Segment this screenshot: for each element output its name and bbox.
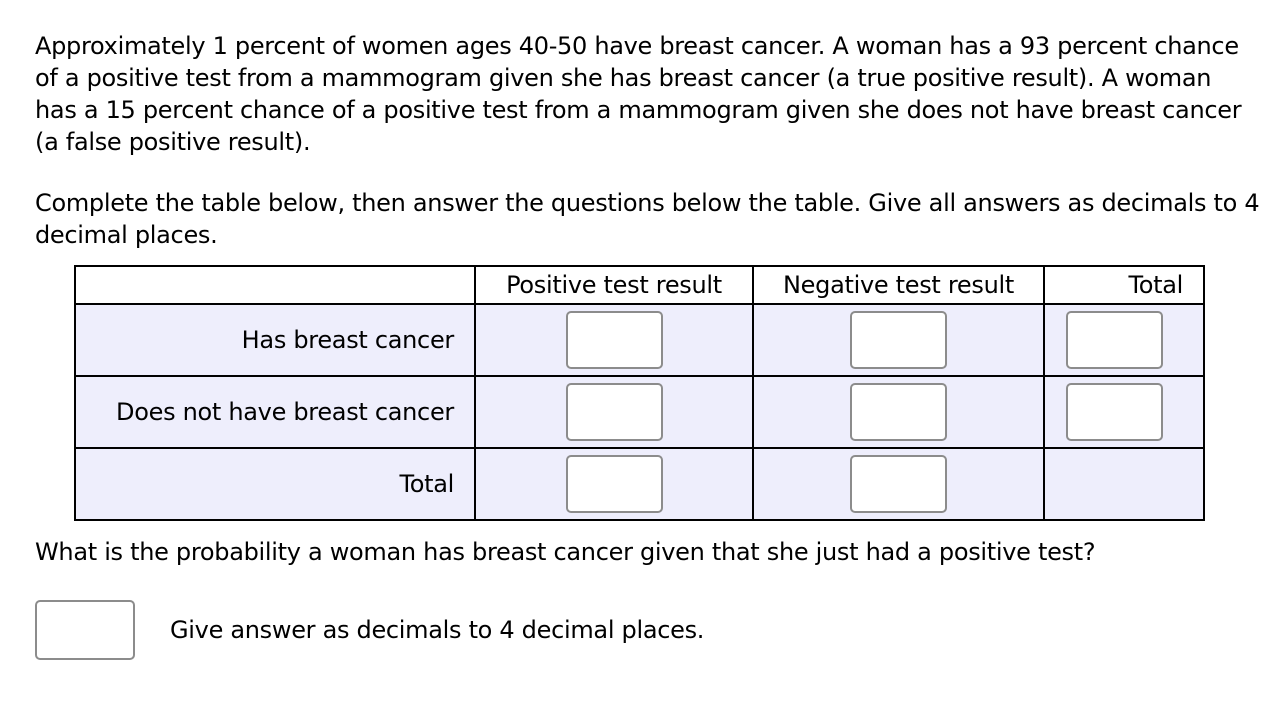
cell-has-cancer-negative: [753, 304, 1044, 376]
input-no-cancer-negative[interactable]: [850, 383, 947, 441]
cell-total-negative: [753, 448, 1044, 520]
row-label-has-cancer: Has breast cancer: [75, 304, 475, 376]
table-row-no-cancer: [75, 376, 1204, 448]
input-total-negative[interactable]: [850, 455, 947, 513]
input-no-cancer-total[interactable]: [1066, 383, 1163, 441]
cell-grand-total-empty: [1044, 448, 1204, 520]
cell-no-cancer-negative: [753, 376, 1044, 448]
header-total: Total: [1044, 266, 1204, 304]
input-has-cancer-positive[interactable]: [566, 311, 663, 369]
table-row-total: [75, 448, 1204, 520]
problem-intro: Approximately 1 percent of women ages 40-50 have breast cancer. A woman has a 93 percent chance of a positive test from a mammogram given she has breast cancer (a true positive result). A woman has a 15 percent chance of a positive test from a mammogram given she does not have breast cancer (a false positive result).: [35, 32, 1242, 156]
question-text: What is the probability a woman has breast cancer given that she just had a positive test?: [35, 538, 1096, 566]
input-has-cancer-negative[interactable]: [850, 311, 947, 369]
input-has-cancer-total[interactable]: [1066, 311, 1163, 369]
table-row-has-cancer: [75, 304, 1204, 376]
answer-hint: Give answer as decimals to 4 decimal places.: [170, 616, 705, 644]
cell-has-cancer-total: [1044, 304, 1204, 376]
cell-no-cancer-positive: [475, 376, 753, 448]
header-negative-test-result: Negative test result: [753, 266, 1044, 304]
header-positive-test-result: Positive test result: [475, 266, 753, 304]
problem-instructions: Complete the table below, then answer the questions below the table. Give all answers as decimals to 4 decimal places.: [35, 189, 1260, 249]
table-header-row: [75, 266, 1204, 304]
cell-no-cancer-total: [1044, 376, 1204, 448]
input-total-positive[interactable]: [566, 455, 663, 513]
row-label-total: Total: [75, 448, 475, 520]
probability-table: [74, 265, 1205, 521]
answer-input[interactable]: [35, 600, 135, 660]
table-corner-cell: [75, 266, 475, 304]
cell-total-positive: [475, 448, 753, 520]
cell-has-cancer-positive: [475, 304, 753, 376]
input-no-cancer-positive[interactable]: [566, 383, 663, 441]
row-label-no-cancer: Does not have breast cancer: [75, 376, 475, 448]
